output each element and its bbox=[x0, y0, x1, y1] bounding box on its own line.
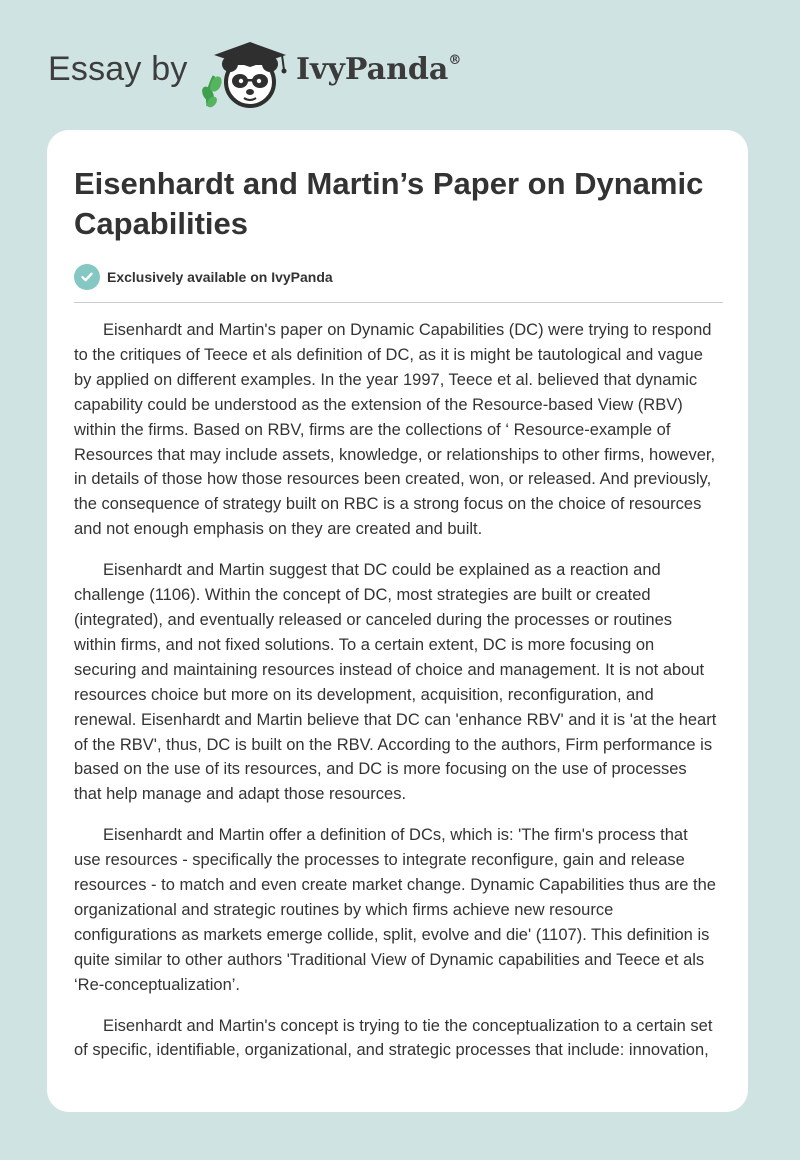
brand-name-text: IvyPanda bbox=[296, 52, 449, 87]
article-body bbox=[74, 318, 734, 1079]
brand-name[interactable] bbox=[296, 52, 461, 87]
divider bbox=[74, 302, 723, 303]
exclusive-badge bbox=[74, 264, 333, 290]
page-title: Eisenhardt and Martin’s Paper on Dynamic Capabilities bbox=[74, 166, 704, 241]
article-card bbox=[47, 130, 748, 1112]
paragraph: Eisenhardt and Martin suggest that DC could be explained as a reaction and challenge (1106). Within the concept of DC, most strategies are built or created (integrated), and eventually released or canceled during the processes or routines within firms, and not fixed solutions. To a certain extent, DC is more focusing on securing and maintaining resources instead of choice and management. It is not about resources choice but more on its development, acquisition, reconfiguration, and renewal. Eisenhardt and Martin believe that DC can 'enhance RBV' and it is 'at the heart of the RBV', thus, DC is built on the RBV. According to the authors, Firm performance is based on the use of its resources, and DC is more focusing on the use of processes that help manage and adapt those resources. bbox=[74, 561, 717, 804]
check-circle-icon bbox=[74, 264, 100, 290]
paragraph: Eisenhardt and Martin's paper on Dynamic Capabilities (DC) were trying to respond to the critiques of Teece et als definition of DC, as it is might be tautological and vague by applied on different examples. In the year 1997, Teece et al. believed that dynamic capability could be understood as the extension of the Resource-based View (RBV) within the firms. Based on RBV, firms are the collections of ‘ Resource-example of Resources that may include assets, knowledge, or relationships to other firms, however, in details of those how those resources been created, won, or released. And previously, the consequence of strategy built on RBC is a strong focus on the choice of resources and not enough emphasis on they are created and built. bbox=[74, 321, 716, 539]
panda-graduate-icon[interactable] bbox=[200, 36, 292, 112]
site-header bbox=[0, 0, 800, 130]
brand-prefix: Essay by bbox=[48, 50, 188, 88]
exclusive-badge-label: Exclusively available on IvyPanda bbox=[107, 269, 333, 285]
paragraph: Eisenhardt and Martin's concept is trying to tie the conceptualization to a certain set of specific, identifiable, organizational, and strategic processes that include: innovation, bbox=[74, 1016, 713, 1060]
paragraph: Eisenhardt and Martin offer a definition of DCs, which is: 'The firm's process that use resources - specifically the processes to integrate reconfigure, gain and release resources - to match and even create market change. Dynamic Capabilities thus are the organizational and strategic routines by which firms achieve new resource configurations as markets emerge collide, split, evolve and die' (1107). This definition is quite similar to other authors 'Traditional View of Dynamic capabilities and Teece et als ‘Re-conceptualization’. bbox=[74, 826, 716, 994]
registered-mark: ® bbox=[448, 53, 462, 68]
